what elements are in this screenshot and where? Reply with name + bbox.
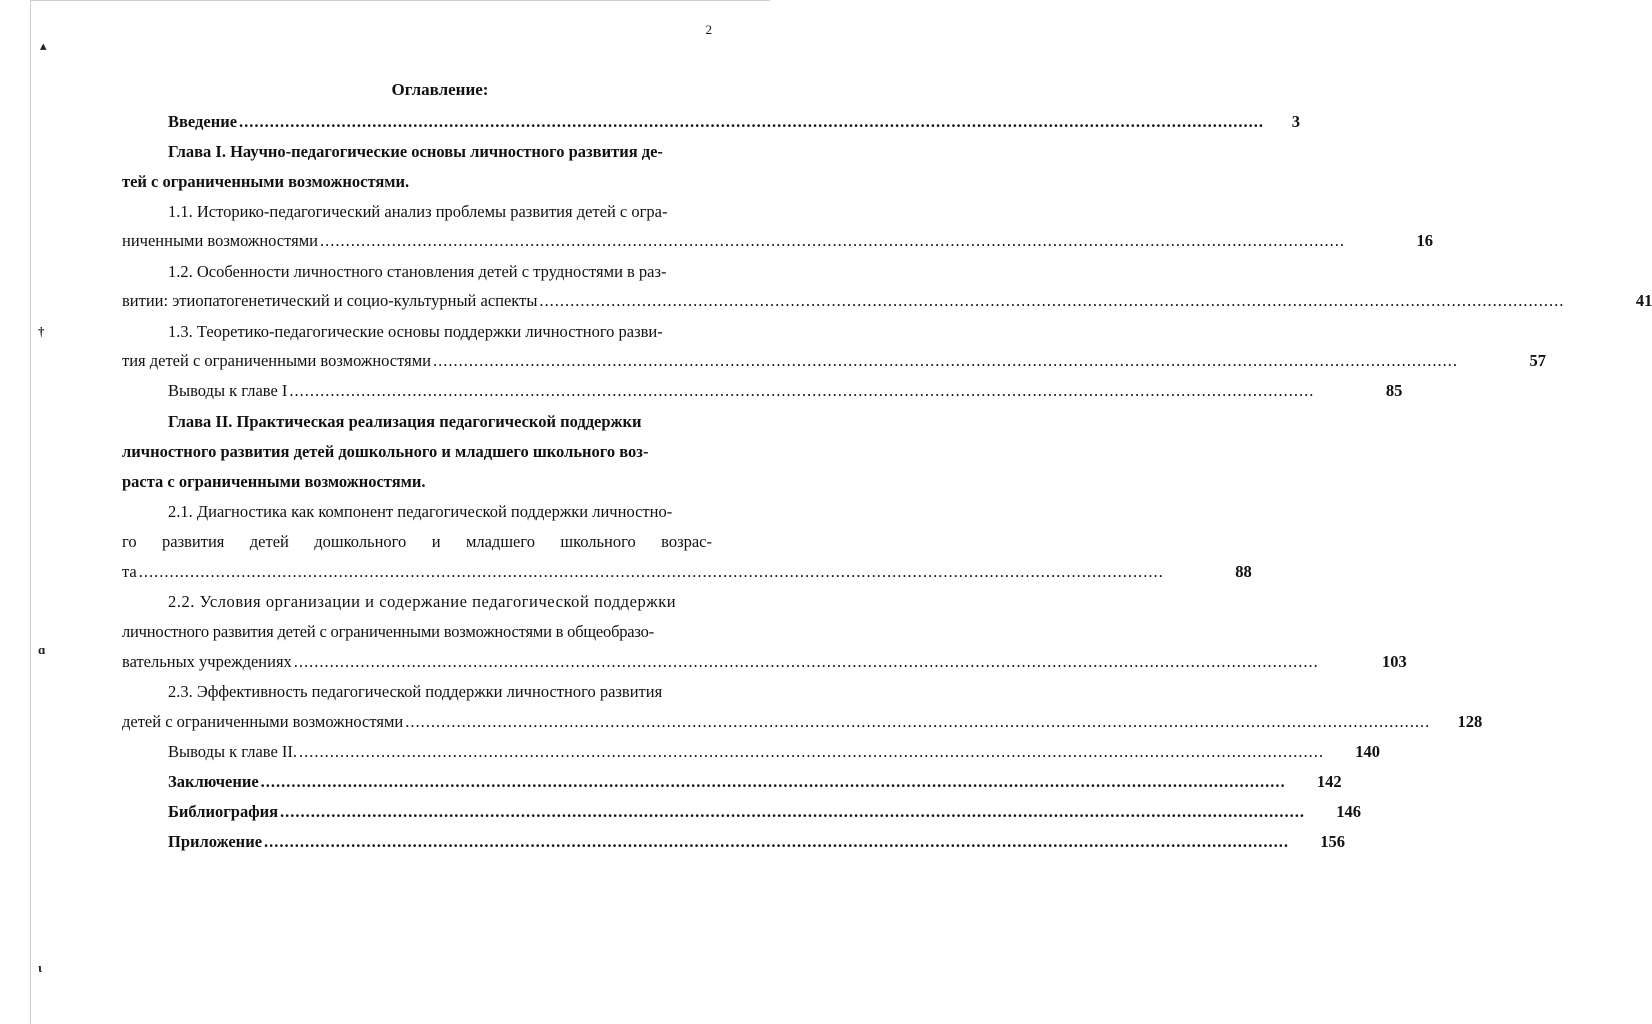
scan-left-edge bbox=[30, 0, 31, 1024]
toc-chapter-2-line3[interactable]: раста с ограниченными возможностями. bbox=[122, 472, 426, 491]
leader-dots: ........................................................................................................................................................................................................ bbox=[539, 291, 1565, 310]
toc-section-2-1-line3[interactable] bbox=[122, 562, 1252, 582]
toc-label: Введение bbox=[168, 112, 238, 131]
toc-entry-conclusion[interactable] bbox=[168, 772, 1342, 792]
toc-section-1-2-line1[interactable]: 1.2. Особенности личностного становления детей с трудностями в раз- bbox=[168, 262, 667, 281]
toc-page: 146 bbox=[1336, 802, 1362, 821]
page-title: Оглавление: bbox=[391, 80, 489, 99]
toc-section-2-2-line2[interactable]: личностного развития детей с ограниченными возможностями в общеобразо- bbox=[122, 622, 654, 641]
leader-dots: ........................................................................................................................................................................................................ bbox=[293, 652, 1319, 671]
toc-page: 140 bbox=[1355, 742, 1381, 761]
toc-label: Заключение bbox=[168, 772, 259, 791]
page-number: 2 bbox=[705, 22, 712, 37]
toc-chapter-1-line2[interactable]: тей с ограниченными возможностями. bbox=[122, 172, 410, 191]
toc-page: 41 bbox=[1635, 291, 1652, 310]
toc-page: 85 bbox=[1385, 381, 1403, 400]
leader-dots: ........................................................................................................................................................................................................ bbox=[433, 351, 1458, 370]
toc-label: вательных учреждениях bbox=[122, 652, 292, 671]
toc-word: школьного bbox=[560, 532, 636, 551]
leader-dots: ........................................................................................................................................................................................................ bbox=[280, 802, 1306, 821]
toc-chapter-2-line2[interactable]: личностного развития детей дошкольного и младшего школьного воз- bbox=[122, 442, 649, 461]
toc-chapter-2-line1[interactable]: Глава II. Практическая реализация педагогической поддержки bbox=[168, 412, 642, 431]
leader-dots: ........................................................................................................................................................................................................ bbox=[289, 381, 1315, 400]
leader-dots: ........................................................................................................................................................................................................ bbox=[320, 231, 1345, 250]
leader-dots: ........................................................................................................................................................................................................ bbox=[138, 562, 1164, 581]
toc-page: 156 bbox=[1320, 832, 1346, 851]
toc-page: 16 bbox=[1416, 231, 1433, 250]
toc-word: детей bbox=[249, 532, 289, 551]
toc-label: та bbox=[122, 562, 137, 581]
toc-entry-introduction[interactable] bbox=[168, 112, 1301, 132]
toc-word: младшего bbox=[465, 532, 535, 551]
toc-page: 103 bbox=[1382, 652, 1407, 671]
leader-dots: ........................................................................................................................................................................................................ bbox=[264, 832, 1290, 851]
toc-section-2-3-line2[interactable] bbox=[122, 712, 1483, 732]
toc-section-2-2-line1[interactable] bbox=[168, 592, 712, 612]
toc-page: 128 bbox=[1457, 712, 1483, 731]
scan-speck: ɩ bbox=[38, 960, 43, 975]
toc-label: детей с ограниченными возможностями bbox=[122, 712, 404, 731]
toc-word: развития bbox=[162, 532, 225, 551]
toc-word: го bbox=[122, 532, 137, 551]
toc-section-1-1-line1[interactable]: 1.1. Историко-педагогический анализ проблемы развития детей с огра- bbox=[168, 202, 668, 221]
scan-speck: ▴ bbox=[40, 38, 47, 53]
scan-top-edge bbox=[30, 0, 770, 1]
toc-page: 57 bbox=[1529, 351, 1546, 370]
toc-conclusions-chapter-1[interactable] bbox=[168, 381, 1403, 401]
toc-page: 88 bbox=[1235, 562, 1252, 581]
toc-word: дошкольного bbox=[314, 532, 407, 551]
toc-section-1-3-line1[interactable]: 1.3. Теоретико-педагогические основы поддержки личностного разви- bbox=[168, 322, 663, 341]
leader-dots: ........................................................................................................................................................................................................ bbox=[260, 772, 1286, 791]
leader-dots: ........................................................................................................................................................................................................ bbox=[299, 742, 1325, 761]
toc-section-2-3-line1[interactable]: 2.3. Эффективность педагогической поддержки личностного развития bbox=[168, 682, 663, 701]
leader-dots: ........................................................................................................................................................................................................ bbox=[239, 112, 1265, 131]
scan-speck: † bbox=[38, 324, 45, 339]
toc-label: Библиография bbox=[168, 802, 279, 821]
toc-section-1-2-line2[interactable] bbox=[122, 291, 1652, 311]
toc-section-2-2-line3[interactable] bbox=[122, 652, 1407, 672]
toc-page: 3 bbox=[1291, 112, 1301, 131]
toc-label: тия детей с ограниченными возможностями bbox=[122, 351, 431, 370]
toc-label: витии: этиопатогенетический и социо-культурный аспекты bbox=[122, 291, 538, 310]
toc-section-2-1-line2[interactable] bbox=[122, 532, 712, 552]
toc-chapter-1-line1[interactable]: Глава I. Научно-педагогические основы личностного развития де- bbox=[168, 142, 663, 161]
toc-label: 2.2. Условия организации и содержание педагогической поддержки bbox=[168, 592, 677, 611]
toc-page: 142 bbox=[1316, 772, 1342, 791]
toc-label: ниченными возможностями bbox=[122, 231, 318, 250]
toc-label: Выводы к главе II. bbox=[168, 742, 298, 761]
toc-conclusions-chapter-2[interactable] bbox=[168, 742, 1381, 762]
toc-label: Приложение bbox=[168, 832, 263, 851]
leader-dots: ........................................................................................................................................................................................................ bbox=[405, 712, 1431, 731]
toc-label: Выводы к главе I bbox=[168, 381, 288, 400]
toc-section-2-1-line1[interactable]: 2.1. Диагностика как компонент педагогической поддержки личностно- bbox=[168, 502, 673, 521]
toc-entry-bibliography[interactable] bbox=[168, 802, 1362, 822]
toc-entry-appendix[interactable] bbox=[168, 832, 1346, 852]
toc-section-1-1-line2[interactable] bbox=[122, 231, 1433, 251]
toc-section-1-3-line2[interactable] bbox=[122, 351, 1546, 371]
toc-word: возрас- bbox=[661, 532, 712, 551]
scan-speck: ɑ bbox=[38, 642, 46, 657]
toc-word: и bbox=[431, 532, 441, 551]
